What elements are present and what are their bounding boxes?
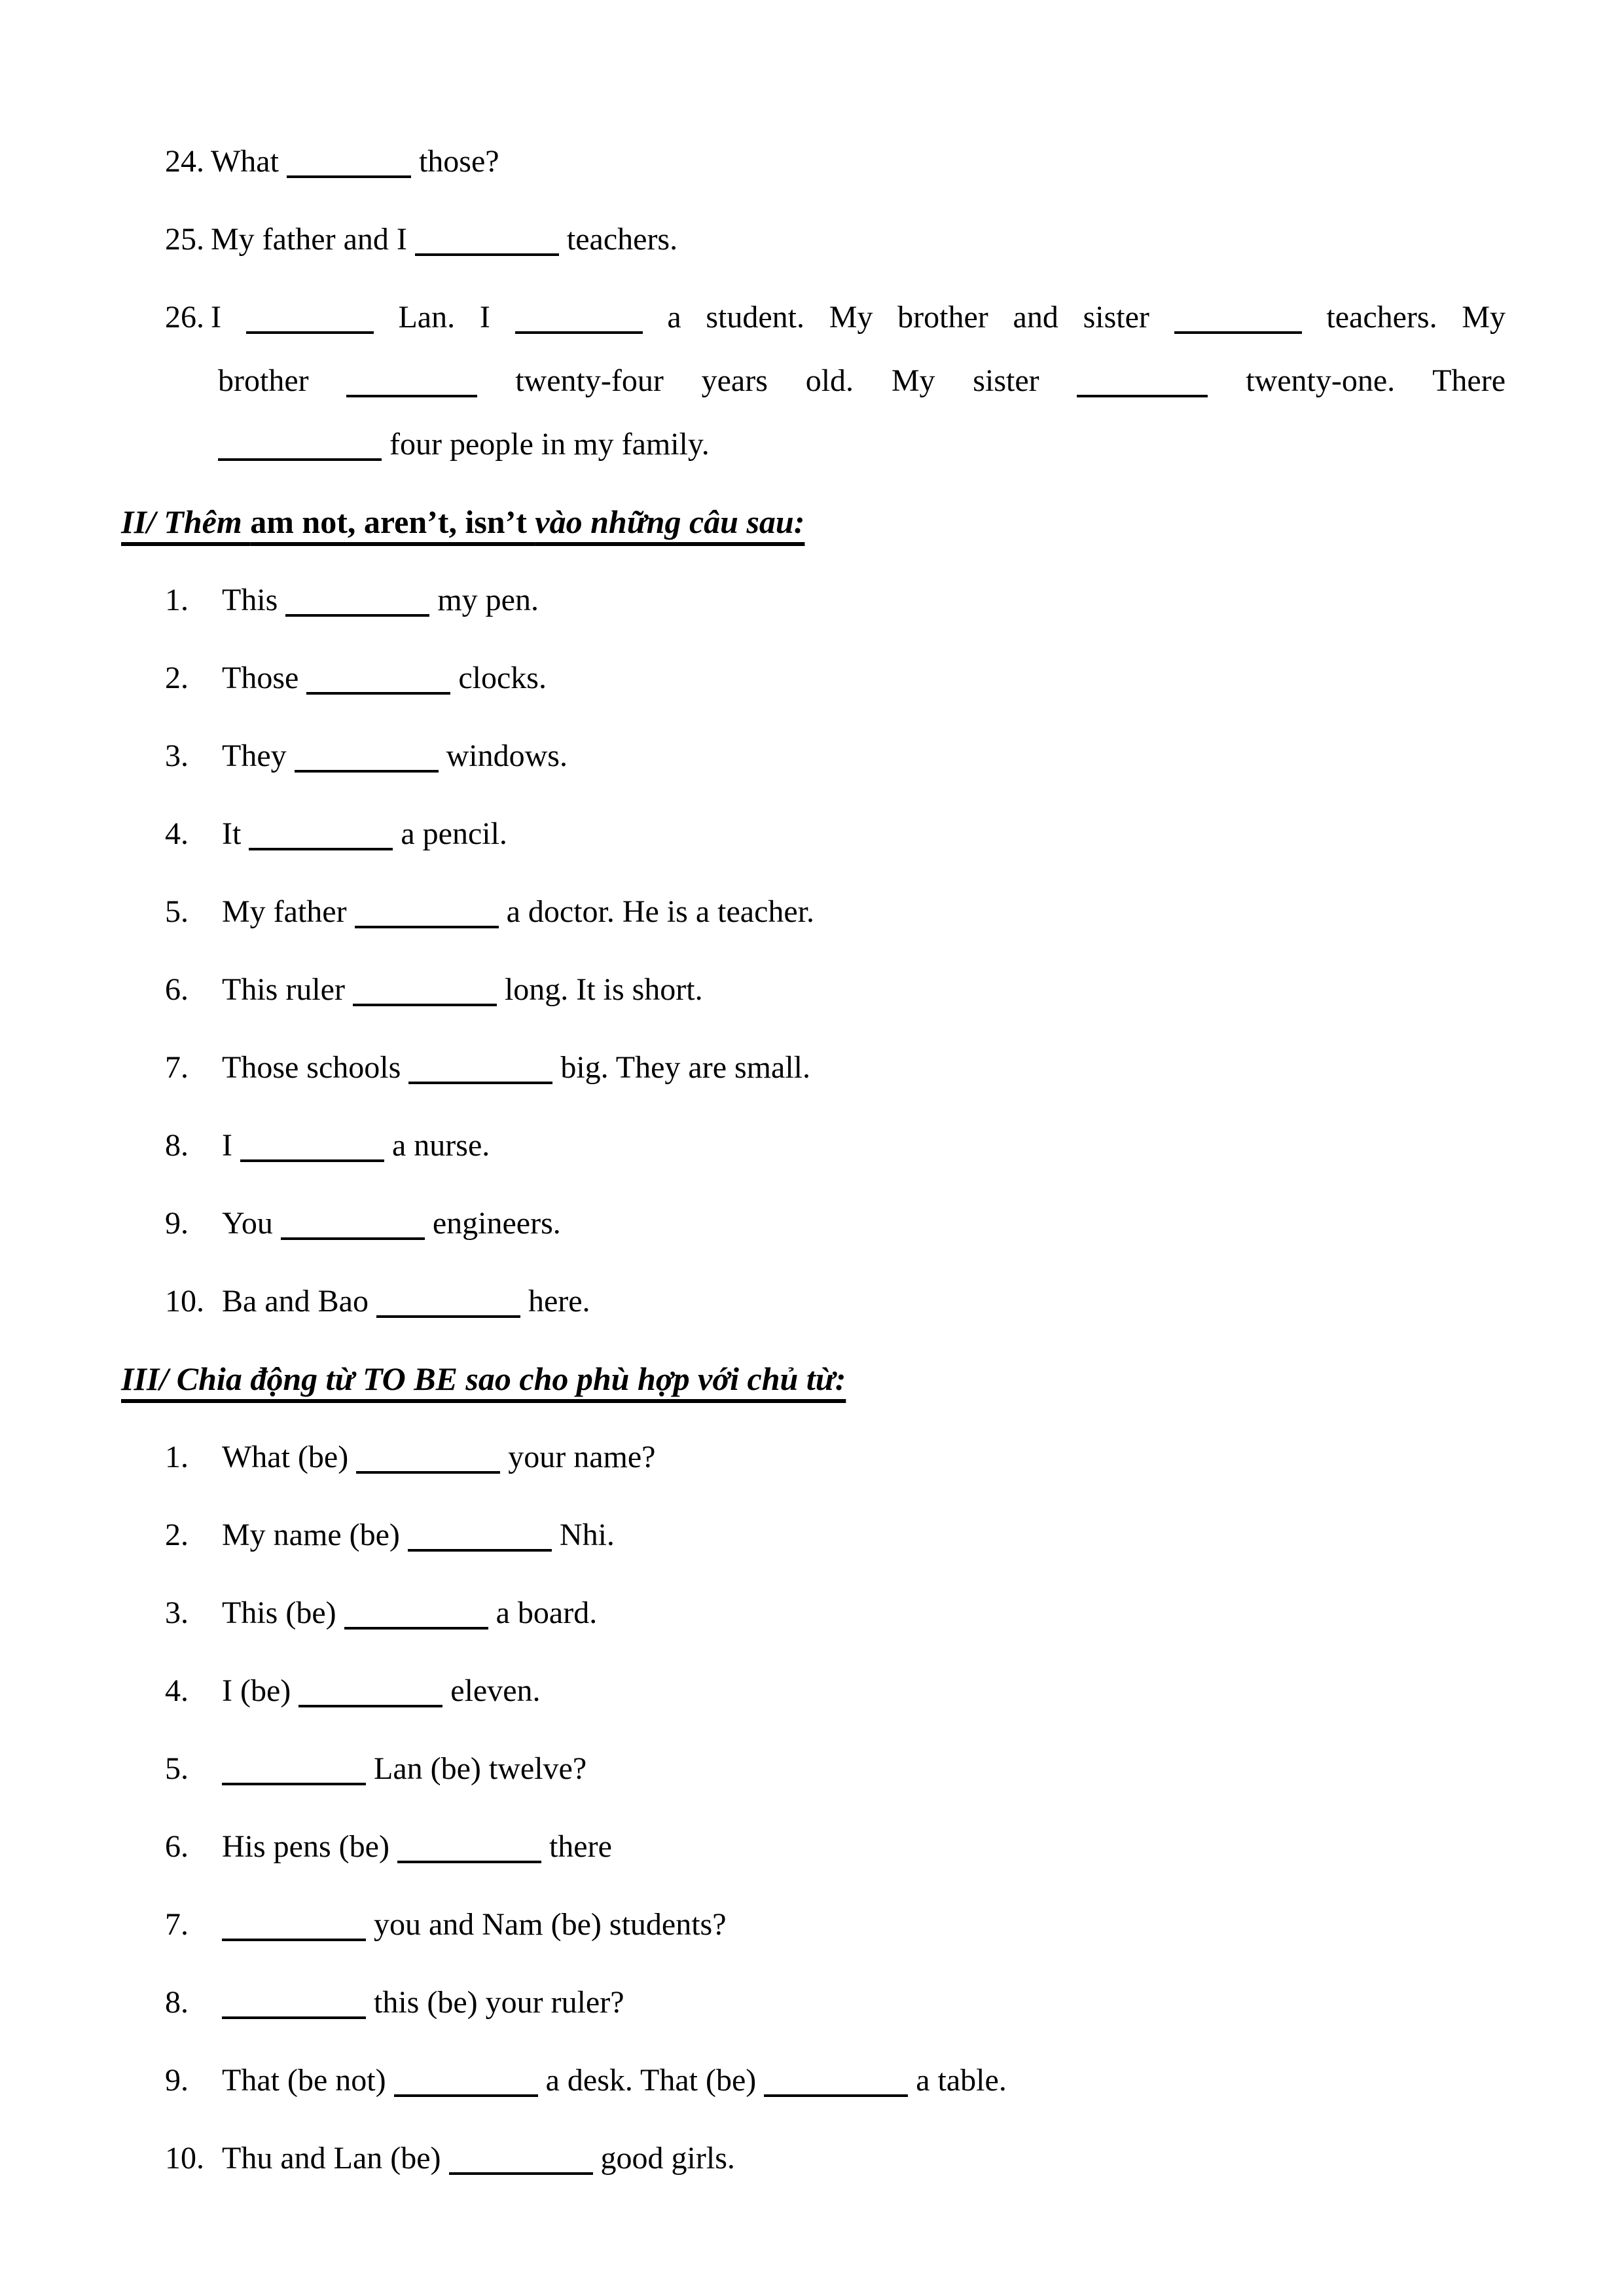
item-number: 26. (165, 300, 204, 335)
fill-blank[interactable] (355, 926, 499, 928)
exercise-list-top (121, 130, 1506, 476)
text-segment: His pens (be) (222, 1829, 397, 1864)
text-segment: They (222, 738, 295, 773)
exercise-line-continuation (218, 349, 1506, 412)
fill-blank[interactable] (287, 175, 411, 178)
heading-text-upright: am not, aren’t, isn’t (250, 503, 535, 540)
exercise-line (165, 1815, 1506, 1878)
item-number: 10. (165, 2141, 204, 2176)
text-segment: brother (218, 363, 347, 398)
text-segment: a pencil. (393, 816, 507, 851)
text-segment: clocks. (450, 661, 547, 695)
text-segment: twenty-one. There (1208, 363, 1506, 398)
item-number: 25. (165, 222, 204, 257)
text-segment: Thu and Lan (be) (222, 2141, 449, 2176)
exercise-list-section-3 (121, 1425, 1506, 2190)
text-segment: there (541, 1829, 612, 1864)
fill-blank[interactable] (353, 1004, 497, 1006)
item-number: 6. (165, 972, 189, 1007)
item-number: 4. (165, 816, 189, 851)
fill-blank[interactable] (281, 1237, 425, 1240)
fill-blank[interactable] (222, 2016, 366, 2019)
fill-blank[interactable] (376, 1315, 520, 1318)
fill-blank[interactable] (394, 2094, 538, 2097)
text-segment: twenty-four years old. My sister (477, 363, 1077, 398)
text-segment: What (be) (222, 1440, 357, 1474)
text-segment: This (222, 583, 286, 617)
exercise-line (165, 724, 1506, 788)
text-segment: What (211, 144, 287, 179)
item-number: 8. (165, 1985, 189, 2020)
item-number: 8. (165, 1128, 189, 1163)
heading-text-italic: III/ Chia động từ TO BE sao cho phù hợp với chủ từ: (121, 1360, 846, 1397)
text-segment: a doctor. He is a teacher. (498, 894, 815, 929)
text-segment: engineers. (424, 1206, 561, 1241)
fill-blank[interactable] (246, 331, 374, 334)
item-number: 3. (165, 738, 189, 773)
text-segment: You (222, 1206, 281, 1241)
item-number: 1. (165, 1440, 189, 1474)
section-2-heading (121, 490, 1506, 554)
text-segment: this (be) your ruler? (366, 1985, 624, 2020)
text-segment: I (211, 300, 246, 335)
item-number: 24. (165, 144, 204, 179)
fill-blank[interactable] (449, 2172, 593, 2175)
fill-blank[interactable] (515, 331, 643, 334)
text-segment: four people in my family. (382, 427, 710, 462)
exercise-line (165, 1737, 1506, 1800)
text-segment: teachers. (558, 222, 678, 257)
exercise-line (165, 285, 1506, 349)
item-number: 4. (165, 1673, 189, 1708)
fill-blank[interactable] (222, 1939, 366, 1941)
text-segment: here. (520, 1284, 590, 1319)
text-segment: That (be not) (222, 2063, 394, 2098)
item-number: 2. (165, 1518, 189, 1552)
fill-blank[interactable] (222, 1783, 366, 1785)
item-number: 5. (165, 1751, 189, 1786)
text-segment: a nurse. (384, 1128, 490, 1163)
fill-blank[interactable] (295, 770, 439, 773)
text-segment: big. They are small. (552, 1050, 810, 1085)
text-segment: a student. My brother and sister (642, 300, 1174, 335)
text-segment: My father and I (211, 222, 415, 257)
exercise-line (165, 1893, 1506, 1956)
section-3-heading (121, 1347, 1506, 1411)
text-segment: Those (222, 661, 307, 695)
text-segment: Ba and Bao (222, 1284, 376, 1319)
text-segment: Lan (be) twelve? (366, 1751, 587, 1786)
fill-blank[interactable] (240, 1159, 384, 1162)
fill-blank[interactable] (408, 1549, 552, 1552)
fill-blank[interactable] (298, 1705, 442, 1707)
text-segment: your name? (500, 1440, 656, 1474)
item-number: 9. (165, 2063, 189, 2098)
fill-blank[interactable] (764, 2094, 908, 2097)
fill-blank[interactable] (346, 395, 477, 397)
text-segment: eleven. (442, 1673, 541, 1708)
fill-blank[interactable] (415, 253, 559, 256)
text-segment: windows. (438, 738, 568, 773)
exercise-line (165, 1659, 1506, 1722)
fill-blank[interactable] (218, 458, 382, 461)
item-number: 6. (165, 1829, 189, 1864)
exercise-line (165, 1269, 1506, 1333)
exercise-line (165, 646, 1506, 710)
exercise-line (165, 2126, 1506, 2190)
text-segment: those? (410, 144, 499, 179)
exercise-line (165, 2049, 1506, 2112)
text-segment: My name (be) (222, 1518, 408, 1552)
exercise-line (165, 130, 1506, 193)
exercise-line (165, 1036, 1506, 1099)
fill-blank[interactable] (1174, 331, 1302, 334)
fill-blank[interactable] (249, 848, 393, 850)
item-number: 10. (165, 1284, 204, 1319)
text-segment: a table. (908, 2063, 1007, 2098)
fill-blank[interactable] (356, 1471, 500, 1474)
item-number: 2. (165, 661, 189, 695)
heading-text-italic: II/ Thêm (121, 503, 251, 540)
text-segment: long. It is short. (496, 972, 703, 1007)
text-segment: a board. (488, 1595, 598, 1630)
text-segment: you and Nam (be) students? (366, 1907, 727, 1942)
text-segment: my pen. (429, 583, 539, 617)
exercise-line (165, 1114, 1506, 1177)
exercise-line (165, 880, 1506, 943)
fill-blank[interactable] (408, 1082, 552, 1084)
text-segment: Those schools (222, 1050, 409, 1085)
exercise-list-section-2 (121, 568, 1506, 1333)
item-number: 5. (165, 894, 189, 929)
text-segment: a desk. That (be) (537, 2063, 765, 2098)
exercise-line (165, 802, 1506, 866)
text-segment: This ruler (222, 972, 353, 1007)
exercise-line (165, 1192, 1506, 1255)
exercise-line (165, 1425, 1506, 1489)
exercise-line-continuation (218, 412, 1506, 476)
item-number: 7. (165, 1907, 189, 1942)
text-segment: It (222, 816, 249, 851)
fill-blank[interactable] (1077, 395, 1208, 397)
exercise-line (165, 568, 1506, 632)
fill-blank[interactable] (344, 1627, 488, 1630)
text-segment: teachers. My (1301, 300, 1506, 335)
item-number: 3. (165, 1595, 189, 1630)
fill-blank[interactable] (285, 614, 429, 617)
exercise-line (165, 958, 1506, 1021)
fill-blank[interactable] (397, 1861, 541, 1863)
text-segment: I (be) (222, 1673, 299, 1708)
fill-blank[interactable] (306, 692, 450, 695)
text-segment: Nhi. (551, 1518, 615, 1552)
exercise-line (165, 208, 1506, 271)
exercise-line (165, 1581, 1506, 1645)
text-segment: I (222, 1128, 240, 1163)
exercise-line (165, 1971, 1506, 2034)
item-number: 7. (165, 1050, 189, 1085)
exercise-line (165, 1503, 1506, 1567)
item-number: 9. (165, 1206, 189, 1241)
heading-text-italic: vào những câu sau: (535, 503, 805, 540)
text-segment: good girls. (592, 2141, 735, 2176)
text-segment: Lan. I (373, 300, 515, 335)
text-segment: This (be) (222, 1595, 344, 1630)
text-segment: My father (222, 894, 355, 929)
item-number: 1. (165, 583, 189, 617)
